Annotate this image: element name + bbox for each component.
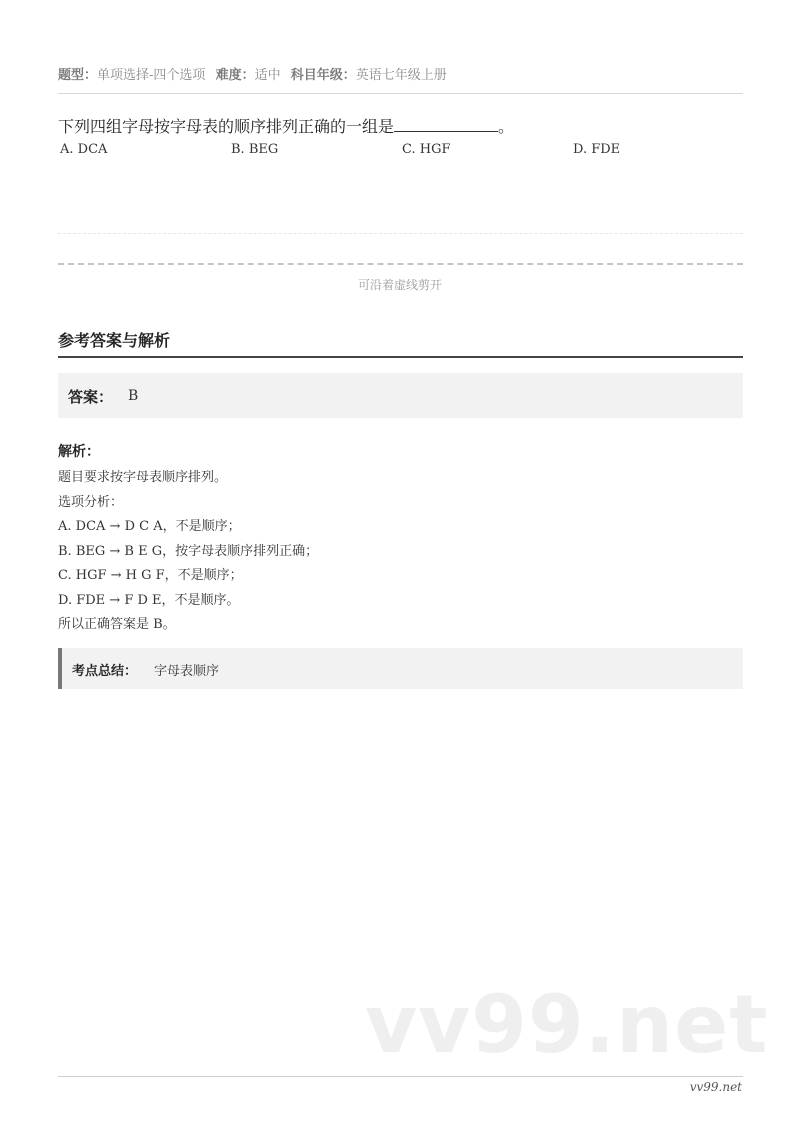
answer-box (58, 373, 743, 418)
analysis-label: 解析： (58, 444, 100, 460)
summary-box (58, 648, 743, 689)
section-title: 参考答案与解析 (58, 331, 171, 350)
type-value: 单项选择-四个选项 (97, 68, 206, 83)
answer-blank (394, 117, 498, 132)
section-divider (58, 356, 743, 358)
question-meta (58, 64, 743, 83)
faint-dashed-divider (58, 233, 743, 234)
analysis-body (58, 466, 318, 638)
analysis-line: D. FDE → F D E，不是顺序。 (58, 592, 240, 608)
option-b: B. BEG (231, 142, 279, 157)
analysis-line: 选项分析： (58, 494, 124, 510)
watermark: vv99.net (365, 978, 769, 1071)
answer-label: 答案： (68, 388, 114, 406)
summary-value: 字母表顺序 (154, 664, 220, 679)
footer-site: vv99.net (689, 1080, 742, 1094)
analysis-line: C. HGF → H G F，不是顺序； (58, 568, 243, 583)
cut-instruction: 可沿着虚线剪开 (357, 278, 442, 292)
summary-label: 考点总结： (72, 664, 138, 679)
type-label: 题型： (58, 68, 98, 83)
footer-divider (58, 1076, 743, 1077)
question-end: 。 (498, 117, 515, 136)
subject-value: 英语七年级上册 (355, 68, 447, 83)
option-d: D. FDE (573, 142, 621, 157)
cut-line (58, 263, 743, 265)
question-text: 下列四组字母按字母表的顺序排列正确的一组是 (58, 117, 395, 136)
analysis-line: B. BEG → B E G，按字母表顺序排列正确； (58, 543, 319, 559)
option-c: C. HGF (402, 142, 451, 157)
analysis-line: 题目要求按字母表顺序排列。 (58, 470, 228, 485)
header-divider (58, 93, 743, 94)
option-a: A. DCA (60, 142, 108, 157)
difficulty-value: 适中 (254, 68, 281, 83)
analysis-line: 所以正确答案是 B。 (58, 617, 176, 632)
question-stem (58, 114, 514, 137)
answer-value: B (128, 388, 139, 404)
subject-label: 科目年级： (290, 68, 356, 83)
analysis-line: A. DCA → D C A，不是顺序； (58, 519, 241, 534)
difficulty-label: 难度： (215, 68, 255, 83)
